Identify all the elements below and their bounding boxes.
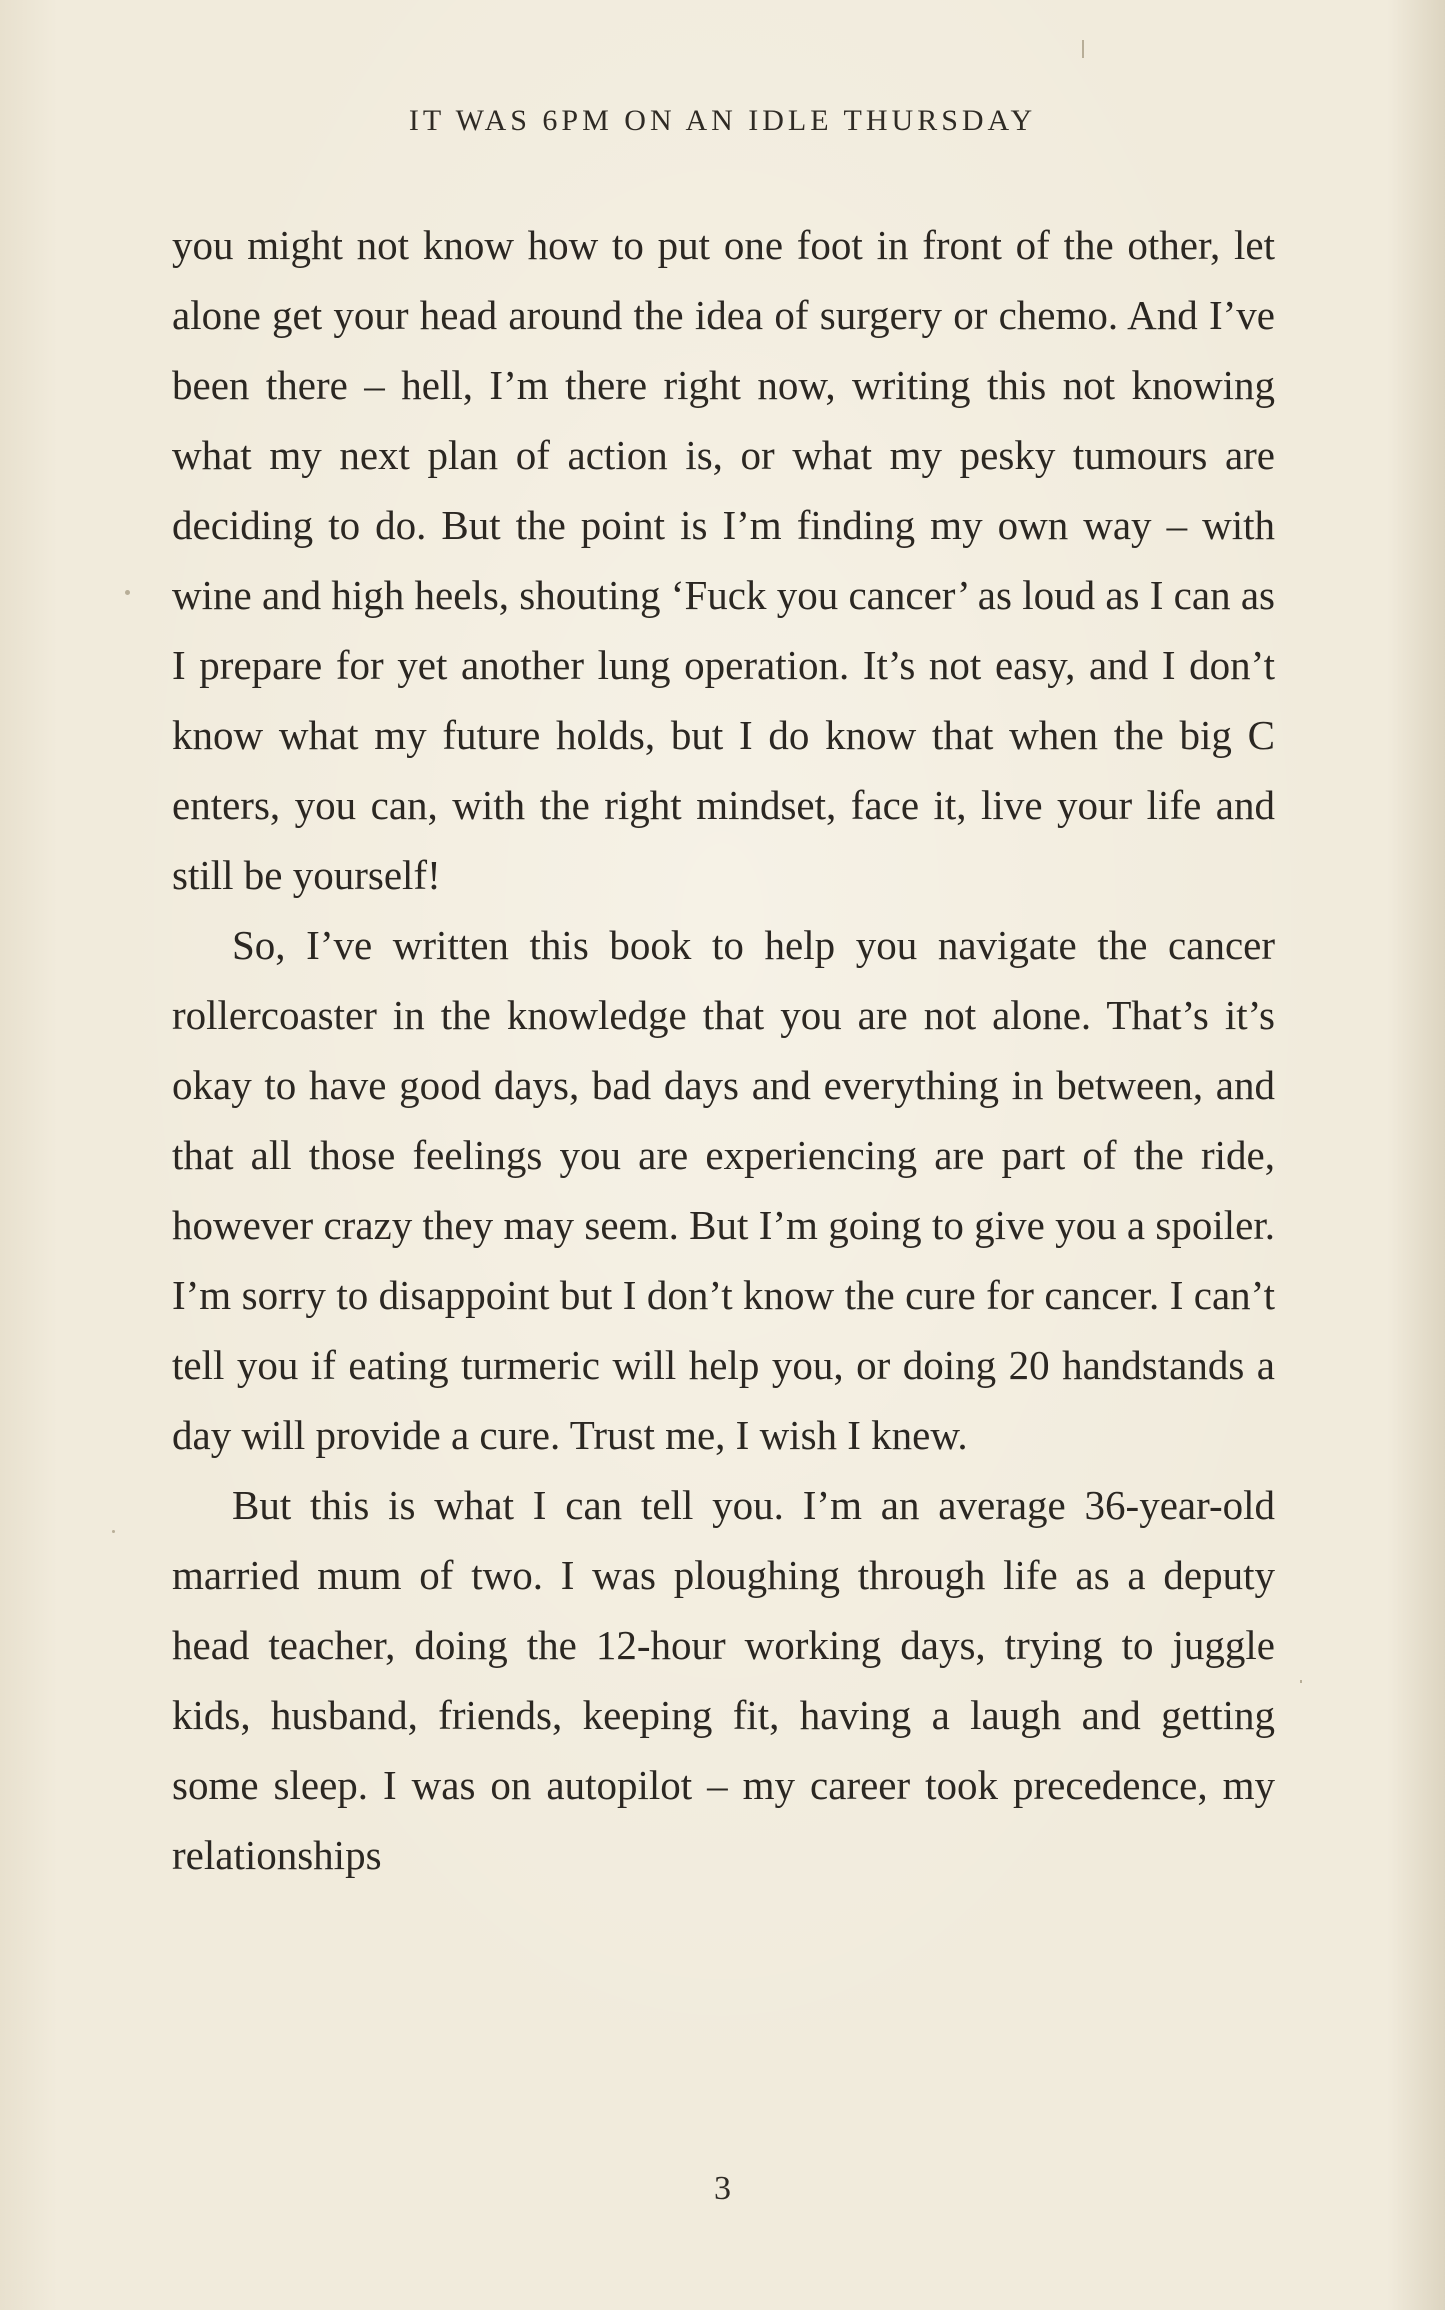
- paper-speck: [1300, 1680, 1302, 1683]
- paper-speck: [1082, 40, 1084, 58]
- paragraph-continued: you might not know how to put one foot in front of the other, let alone get your head around the idea of surgery or chemo. And I’ve been there – hell, I’m there right now, writing this not knowing what my next plan of action is, or what my pesky tumours are deciding to do. But the point is I’m finding my own way – with wine and high heels, shouting ‘Fuck you cancer’ as loud as I can as I prepare for yet another lung operation. It’s not easy, and I don’t know what my future holds, but I do know that when the big C enters, you can, with the right mindset, face it, live your life and still be yourself!: [172, 222, 1275, 898]
- body-text: [172, 210, 1275, 1890]
- running-head: IT WAS 6PM ON AN IDLE THURSDAY: [408, 104, 1037, 137]
- paper-speck: [125, 590, 130, 595]
- paragraph-book-purpose: So, I’ve written this book to help you navigate the cancer rollercoaster in the knowledge that you are not alone. That’s it’s okay to have good days, bad days and everything in between, and that all those feelings you are experiencing are part of the ride, however crazy they may seem. But I’m going to give you a spoiler. I’m sorry to disappoint but I don’t know the cure for cancer. I can’t tell you if eating turmeric will help you, or doing 20 handstands a day will provide a cure. Trust me, I wish I knew.: [172, 922, 1275, 1458]
- paragraph-about-author: But this is what I can tell you. I’m an average 36-year-old married mum of two. I was ploughing through life as a deputy head teacher, doing the 12-hour working days, trying to juggle kids, husband, friends, keeping fit, having a laugh and getting some sleep. I was on autopilot – my career took precedence, my relationships: [172, 1482, 1275, 1878]
- page-number: 3: [714, 2170, 731, 2207]
- paper-speck: [112, 1530, 115, 1533]
